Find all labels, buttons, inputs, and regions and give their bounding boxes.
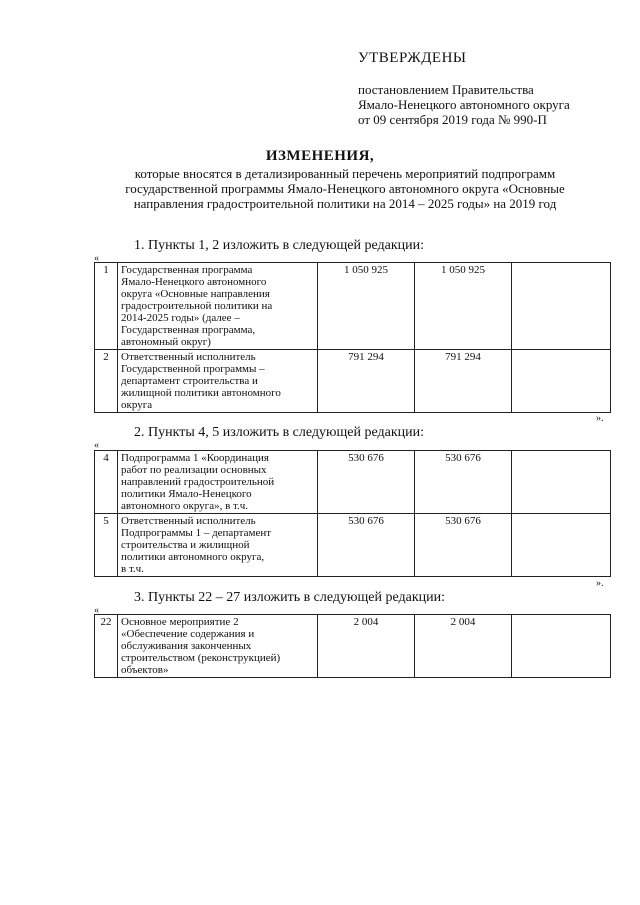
- row-number: 1: [95, 263, 118, 350]
- section-3-heading: 3. Пункты 22 – 27 изложить в следующей редакции:: [134, 590, 446, 605]
- row-name-line: Государственная программа: [121, 264, 253, 276]
- section-3-open-quote: «: [94, 605, 99, 616]
- row-name-line: округа «Основные направления: [121, 288, 270, 300]
- row-name: [118, 514, 318, 577]
- row-value-3: [512, 350, 611, 413]
- row-value-2: 530 676: [415, 451, 512, 514]
- row-value-2: 1 050 925: [415, 263, 512, 350]
- row-name: [118, 350, 318, 413]
- table-row: [95, 350, 611, 413]
- section-1-close-quote: ».: [596, 413, 604, 424]
- row-name-line: в т.ч.: [121, 563, 144, 575]
- document-subtitle: [60, 166, 630, 211]
- section-2-open-quote: «: [94, 440, 99, 451]
- row-name-line: автономный округ): [121, 336, 211, 348]
- table-row: [95, 263, 611, 350]
- section-2-close-quote: ».: [596, 578, 604, 589]
- document-title: ИЗМЕНЕНИЯ,: [265, 148, 375, 164]
- approval-line: от 09 сентября 2019 года № 990-П: [358, 112, 547, 127]
- row-name-line: градостроительной политики на: [121, 300, 273, 312]
- row-value-3: [512, 451, 611, 514]
- row-value-1: 530 676: [318, 514, 415, 577]
- row-name: [118, 451, 318, 514]
- section-1-table: [94, 262, 611, 413]
- row-value-3: [512, 615, 611, 678]
- row-value-2: 791 294: [415, 350, 512, 413]
- row-value-1: 791 294: [318, 350, 415, 413]
- approval-lines: [358, 82, 570, 127]
- row-name-line: обслуживания законченных: [121, 640, 252, 652]
- row-name-line: объектов»: [121, 664, 169, 676]
- row-value-3: [512, 263, 611, 350]
- row-value-1: 530 676: [318, 451, 415, 514]
- table-row: [95, 514, 611, 577]
- row-value-3: [512, 514, 611, 577]
- subtitle-line: государственной программы Ямало-Ненецкого автономного округа «Основные: [125, 181, 565, 196]
- row-name-line: Подпрограмма 1 «Координация: [121, 452, 269, 464]
- section-1-open-quote: «: [94, 253, 99, 264]
- approval-line: постановлением Правительства: [358, 82, 534, 97]
- row-name-line: строительства и жилищной: [121, 539, 250, 551]
- row-name-line: Государственная программа,: [121, 324, 256, 336]
- row-name-line: Основное мероприятие 2: [121, 616, 239, 628]
- approved-heading: УТВЕРЖДЕНЫ: [358, 50, 467, 66]
- row-name-line: автономного округа», в т.ч.: [121, 500, 249, 512]
- row-number: 22: [95, 615, 118, 678]
- row-name-line: Ответственный исполнитель: [121, 351, 256, 363]
- row-name-line: работ по реализации основных: [121, 464, 267, 476]
- section-2-table: [94, 450, 611, 577]
- table-row: [95, 451, 611, 514]
- subtitle-line: направления градостроительной политики на 2014 – 2025 годы» на 2019 год: [133, 196, 557, 211]
- row-name-line: 2014-2025 годы» (далее –: [121, 312, 240, 324]
- table-row: [95, 615, 611, 678]
- row-value-2: 2 004: [415, 615, 512, 678]
- row-name-line: политики Ямало-Ненецкого: [121, 488, 252, 500]
- row-name-line: политики автономного округа,: [121, 551, 265, 563]
- row-name-line: строительством (реконструкцией): [121, 652, 281, 664]
- approval-line: Ямало-Ненецкого автономного округа: [358, 97, 570, 112]
- row-value-1: 1 050 925: [318, 263, 415, 350]
- row-name-line: жилищной политики автономного: [121, 387, 281, 399]
- row-number: 4: [95, 451, 118, 514]
- row-value-1: 2 004: [318, 615, 415, 678]
- row-name-line: Подпрограммы 1 – департамент: [121, 527, 272, 539]
- row-value-2: 530 676: [415, 514, 512, 577]
- row-number: 2: [95, 350, 118, 413]
- section-3-table: [94, 614, 611, 678]
- row-name-line: направлений градостроительной: [121, 476, 275, 488]
- section-1-heading: 1. Пункты 1, 2 изложить в следующей редакции:: [134, 238, 425, 253]
- subtitle-line: которые вносятся в детализированный перечень мероприятий подпрограмм: [134, 166, 556, 181]
- section-2-heading: 2. Пункты 4, 5 изложить в следующей редакции:: [134, 425, 425, 440]
- row-name: [118, 263, 318, 350]
- row-name-line: Государственной программы –: [121, 363, 265, 375]
- row-name: [118, 615, 318, 678]
- row-number: 5: [95, 514, 118, 577]
- row-name-line: департамент строительства и: [121, 375, 258, 387]
- row-name-line: округа: [121, 399, 153, 411]
- row-name-line: «Обеспечение содержания и: [121, 628, 255, 640]
- row-name-line: Ответственный исполнитель: [121, 515, 256, 527]
- row-name-line: Ямало-Ненецкого автономного: [121, 276, 267, 288]
